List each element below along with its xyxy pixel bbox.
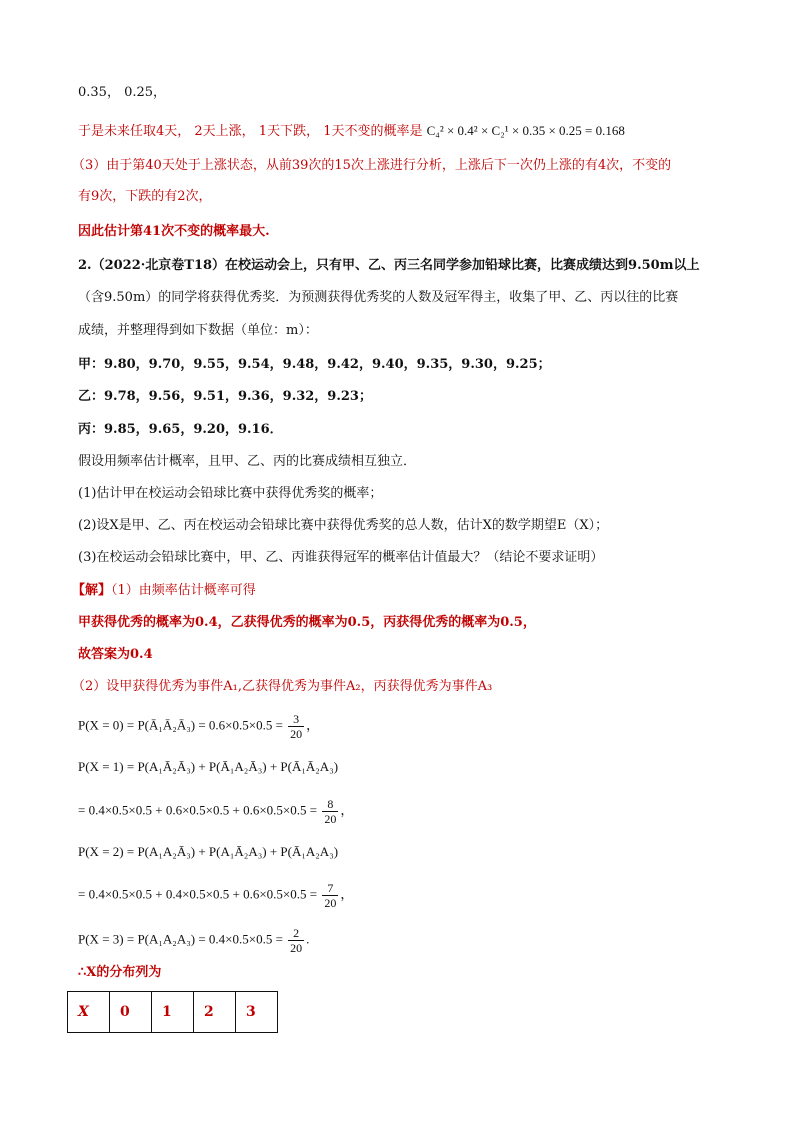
- solution-line: 故答案为0.4: [78, 647, 153, 662]
- numerator: 7: [322, 881, 338, 896]
- formula-text: = 0.4×0.5×0.5 + 0.4×0.5×0.5 + 0.6×0.5×0.5 =: [78, 886, 318, 902]
- data-row-yi: 乙：9.78，9.56，9.51，9.36，9.32，9.23；: [78, 389, 372, 404]
- question-3: (3)在校运动会铅球比赛中，甲、乙、丙谁获得冠军的概率估计值最大？（结论不要求证明）: [78, 550, 604, 565]
- formula-text: P(X = 3) = P(A₁A₂A₃) = 0.4×0.5×0.5 =: [78, 931, 283, 947]
- formula-p3: P(X = 3) = P(A₁A₂A₃) = 0.4×0.5×0.5 = $\frac{2}{20}$ .: [78, 926, 310, 955]
- fraction: [322, 881, 338, 910]
- data-row-jia: 甲：9.80，9.70，9.55，9.54，9.48，9.42，9.40，9.35，9.30，9.25；: [78, 357, 551, 372]
- distribution-title: ∴X的分布列为: [78, 965, 162, 980]
- solution-line: （2）设甲获得优秀为事件A₁,乙获得优秀为事件A₂，丙获得优秀为事件A₃: [72, 679, 493, 694]
- formula-p2: P(X = 2) = P(A₁A₂Ā₃) + P(A₁Ā₂A₃) + P(Ā₁A₂A₃): [78, 844, 339, 859]
- text-span: 于是未来任取4天， 2天上涨， 1天下跌， 1天不变的概率是: [78, 124, 423, 139]
- text-line: 因此估计第41次不变的概率最大.: [78, 224, 270, 239]
- text-line: 假设用频率估计概率，且甲、乙、丙的比赛成绩相互独立．: [78, 454, 417, 469]
- formula-p0: P(X = 0) = P(Ā₁Ā₂Ā₃) = 0.6×0.5×0.5 = $\frac{3}{20}$ ，: [78, 712, 320, 741]
- problem-heading: 2.（2022·北京卷T18）在校运动会上，只有甲、乙、丙三名同学参加铅球比赛，比赛成绩达到9.50m以上: [78, 258, 700, 273]
- numerator: 8: [322, 797, 338, 812]
- text-line: 有9次，下跌的有2次，: [78, 189, 212, 204]
- numerator: 2: [288, 926, 304, 941]
- solution-tag: 【解】: [72, 583, 112, 598]
- formula: C₄² × 0.4² × C₂¹ × 0.35 × 0.25 = 0.168: [426, 123, 625, 138]
- solution-line: [72, 582, 256, 600]
- numerator: 3: [288, 712, 304, 727]
- text-line: （3）由于第40天处于上涨状态，从前39次的15次上涨进行分析，上涨后下一次仍上涨的有4次，不变的: [72, 158, 672, 173]
- distribution-table: [67, 991, 278, 1033]
- formula-p1: P(X = 1) = P(A₁Ā₂Ā₃) + P(Ā₁A₂Ā₃) + P(Ā₁Ā₂A₃): [78, 759, 339, 774]
- denominator: 20: [290, 941, 303, 955]
- formula-text: = 0.4×0.5×0.5 + 0.6×0.5×0.5 + 0.6×0.5×0.5 =: [78, 802, 318, 818]
- text-line: 0.35， 0.25，: [78, 85, 167, 100]
- formula-p2-value: = 0.4×0.5×0.5 + 0.4×0.5×0.5 + 0.6×0.5×0.5 = $\frac{7}{20}$ ，: [78, 881, 354, 910]
- fraction: [288, 712, 304, 741]
- fraction: [288, 926, 304, 955]
- text-line: （含9.50m）的同学将获得优秀奖．为预测获得优秀奖的人数及冠军得主，收集了甲、乙、丙以往的比赛: [78, 290, 679, 305]
- table-cell: 2: [194, 992, 236, 1033]
- text-span: （1）由频率估计概率可得: [111, 583, 256, 598]
- data-row-bing: 丙：9.85，9.65，9.20，9.16．: [78, 422, 283, 437]
- table-cell: 1: [152, 992, 194, 1033]
- table-cell: X: [68, 992, 110, 1033]
- fraction: [322, 797, 338, 826]
- denominator: 20: [324, 896, 337, 910]
- solution-line: 甲获得优秀的概率为0.4，乙获得优秀的概率为0.5，丙获得优秀的概率为0.5，: [78, 615, 536, 630]
- formula-p1-value: = 0.4×0.5×0.5 + 0.6×0.5×0.5 + 0.6×0.5×0.5 = $\frac{8}{20}$ ，: [78, 797, 354, 826]
- question-2: (2)设X是甲、乙、丙在校运动会铅球比赛中获得优秀奖的总人数，估计X的数学期望E（X）；: [78, 518, 609, 533]
- table-row: [68, 992, 278, 1033]
- denominator: 20: [290, 727, 303, 741]
- text-line: [78, 122, 625, 141]
- table-cell: 3: [236, 992, 278, 1033]
- text-line: 成绩，并整理得到如下数据（单位：m）：: [78, 323, 318, 338]
- formula-text: P(X = 0) = P(Ā₁Ā₂Ā₃) = 0.6×0.5×0.5 =: [78, 717, 283, 733]
- table-cell: 0: [110, 992, 152, 1033]
- denominator: 20: [324, 812, 337, 826]
- question-1: (1)估计甲在校运动会铅球比赛中获得优秀奖的概率；: [78, 486, 383, 501]
